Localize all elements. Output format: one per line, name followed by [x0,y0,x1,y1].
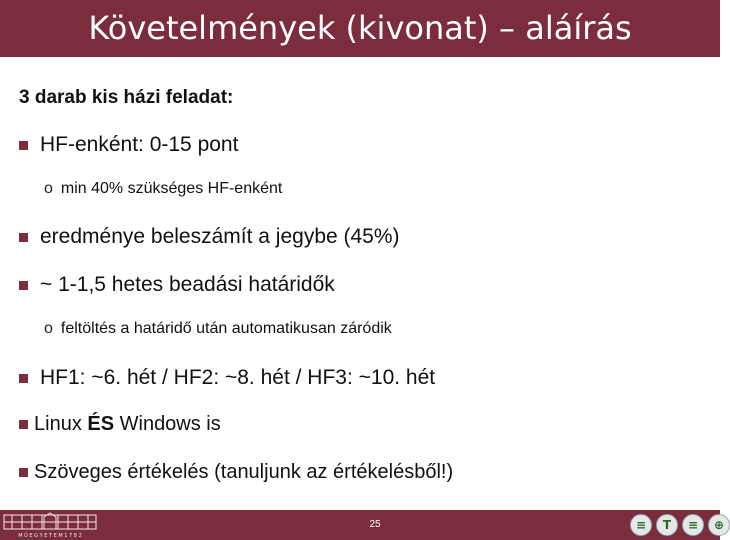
bold-keyword: ÉS [87,413,115,435]
square-bullet-icon [19,141,28,150]
bullet-item [19,271,335,299]
circle-bullet-icon: o [44,180,53,197]
bullet-item [19,364,435,392]
sub-bullet-item [44,178,282,200]
bullet-text: min 40% szükséges HF-enként [60,180,283,197]
square-bullet-icon [19,233,28,242]
slide-title: Követelmények (kivonat) – aláírás [88,9,632,47]
bullet-text: feltöltés a határidő után automatikusan záródik [60,320,392,337]
list-icon: ≡ [630,514,652,536]
bullet-item [19,223,400,251]
bullet-text: Szöveges értékelés (tanuljunk az értékelésből!) [34,461,454,483]
square-bullet-icon [19,281,28,290]
lines-icon: ≡ [682,514,704,536]
bullet-item [19,459,453,485]
bullet-text: ~ 1-1,5 hetes beadási határidők [40,273,335,296]
svg-text:M Ű E G Y E T E M 1 7 8 2: M Ű E G Y E T E M 1 7 8 2 [18,533,82,539]
sub-bullet-item [44,318,392,340]
bullet-text: eredménye beleszámít a jegybe (45%) [40,225,400,248]
subheading: 3 darab kis házi feladat: [19,87,234,108]
circle-bullet-icon: o [44,320,53,337]
bullet-text: HF1: ~6. hét / HF2: ~8. hét / HF3: ~10. hét [40,366,436,389]
bullet-text: HF-enként: 0-15 pont [40,133,239,156]
bullet-item [19,411,221,437]
square-bullet-icon [19,468,28,477]
university-logo-icon [2,512,98,538]
page-number: 25 [369,519,381,530]
bullet-item [19,131,238,159]
text-icon: T [656,514,678,536]
footer-icons [630,514,730,536]
bullet-text: Linux ÉS Windows is [34,413,221,435]
globe-icon: ⊕ [708,514,730,536]
square-bullet-icon [19,374,28,383]
square-bullet-icon [19,420,28,429]
